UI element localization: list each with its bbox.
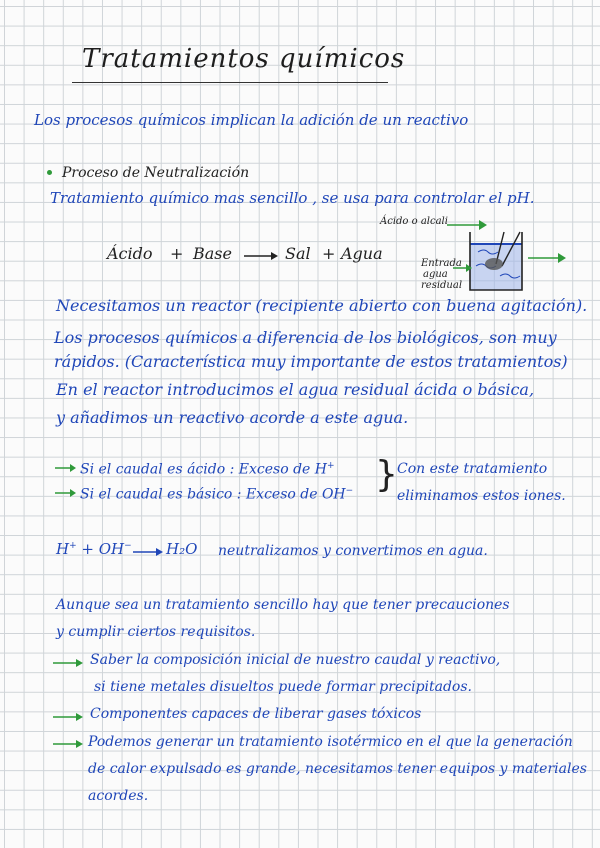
case1-arrow-icon [54,462,78,474]
title-underline [72,82,388,83]
diagram-label-in-2: agua [423,269,448,280]
item3-line-1: Podemos generar un tratamiento isotérmico en el que la generación [88,734,573,750]
item1-line-2: si tiene metales disueltos puede formar precipitados. [94,679,472,695]
brace-icon: } [375,454,398,495]
item3-line-2: de calor expulsado es grande, necesitamos tener equipos y materiales [88,761,587,777]
eq-plus: + [170,244,184,263]
page-title: Tratamientos químicos [82,44,406,74]
paragraph-line-4: En el reactor introducimos el agua residual ácida o básica, [56,380,535,399]
eq-water: Agua [341,244,383,263]
item3-line-3: acordes. [88,788,149,804]
item3-arrow-icon [52,738,86,750]
cases-note-2: eliminamos estos iones. [397,488,566,504]
bullet-dot-icon [47,170,52,175]
reaction-lhs: H+ + OH− [56,540,132,558]
section-line1: Tratamiento químico mas sencillo , se usa para controlar el pH. [50,189,535,207]
diagram-label-in-3: residual [421,280,463,291]
paragraph-line-5: y añadimos un reactivo acorde a este agua. [56,408,409,427]
eq-base: Base [193,244,232,263]
precautions-line-2: y cumplir ciertos requisitos. [56,624,256,640]
item2-arrow-icon [52,711,86,723]
paragraph-line-3: rápidos. (Característica muy importante de estos tratamientos) [54,352,568,371]
diagram-label-in-1: Entrada [421,258,462,269]
case2-arrow-icon [54,487,78,499]
diagram-label-top: Ácido o alcali [380,216,448,227]
section-heading: Proceso de Neutralización [62,165,250,181]
item2-line-1: Componentes capaces de liberar gases tóxicos [90,706,422,722]
precautions-line-1: Aunque sea un tratamiento sencillo hay que tener precauciones [56,597,510,613]
eq-plus2: + [322,244,336,263]
item1-line-1: Saber la composición inicial de nuestro caudal y reactivo, [90,652,501,668]
reaction-arrow-icon [132,546,164,558]
item1-arrow-icon [52,657,86,669]
reaction-product: H₂O [166,540,198,558]
eq-arrow-icon [243,250,279,262]
diagram-arrow-in-side-icon [452,262,474,274]
reaction-text: neutralizamos y convertimos en agua. [218,543,488,559]
eq-acid: Ácido [107,244,153,263]
paragraph-line-1: Necesitamos un reactor (recipiente abierto con buena agitación). [56,296,588,315]
case1-text: Si el caudal es ácido : Exceso de H+ [80,461,335,478]
eq-salt: Sal [285,244,311,263]
paragraph-line-2: Los procesos químicos a diferencia de los biológicos, son muy [54,328,557,347]
intro-line: Los procesos químicos implican la adición de un reactivo [34,111,469,129]
cases-note-1: Con este tratamiento [397,461,548,477]
case2-text: Si el caudal es básico : Exceso de OH− [80,486,354,503]
